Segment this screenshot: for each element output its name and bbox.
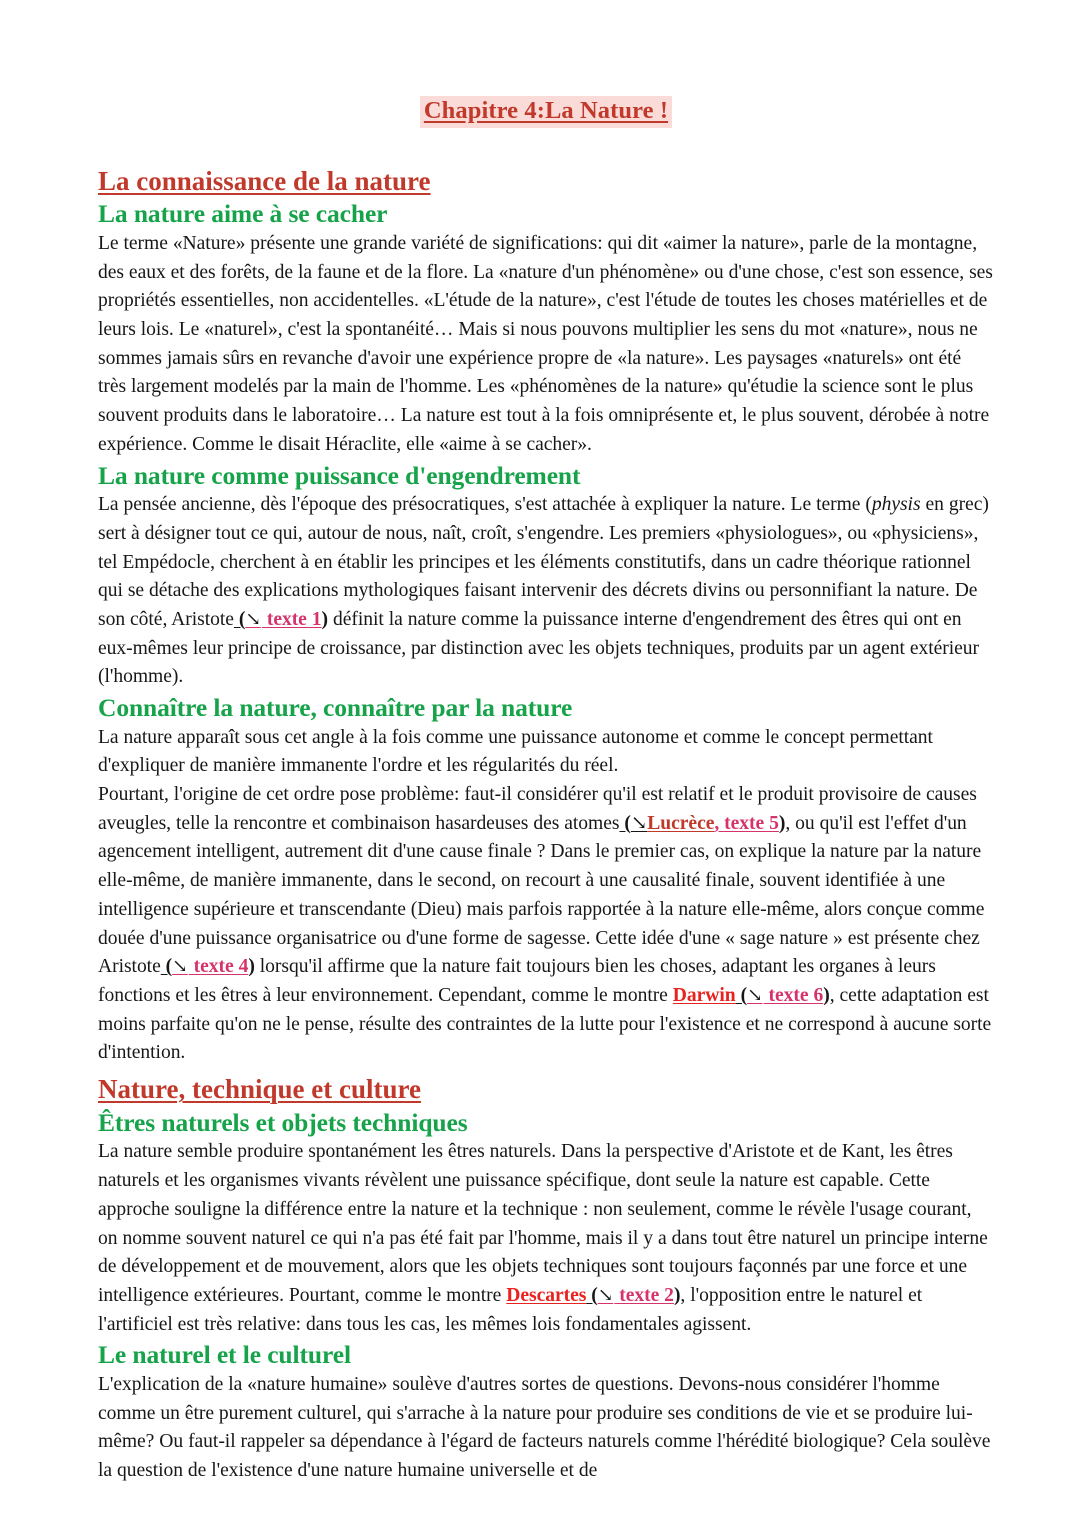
body-paragraph: La nature semble produire spontanément les êtres naturels. Dans la perspective d'Aristote et de Kant, les êtres naturels et les organismes vivants révèlent une puissance spécifique, dont seule la nature est capable. Cette approche souligne la différence entre la nature et la technique : non seulement, comme le révèle l'usage courant, on nomme souvent naturel ce qui n'a pas été fait par l'homme, mais il y a dans tout être naturel un principe interne de développement et de mouvement, alors que les objets techniques sont toujours façonnés par une force et une intelligence extérieures. Pourtant, comme le montre Descartes (↘ texte 2), l'opposition entre le naturel et l'artificiel est très relative: dans tous les cas, les mêmes lois fondamentales agissent. <box>98 1141 988 1335</box>
text-reference-link[interactable]: ↘ texte 4 <box>172 956 249 978</box>
text-reference-link[interactable]: ↘ texte 2 <box>597 1284 674 1306</box>
section-heading: Nature, technique et culture <box>98 1074 421 1105</box>
body-paragraph: L'explication de la «nature humaine» soulève d'autres sortes de questions. Devons-nous considérer l'homme comme un être purement culturel, qui s'arrache à la nature pour produire ses conditions de vie et se produire lui-même? Ou faut-il rappeler sa dépendance à l'égard de facteurs naturels comme l'hérédité biologique? Cela soulève la question de l'existence d'une nature humaine universelle et de <box>98 1373 991 1482</box>
reference-open-paren: ( <box>619 812 631 834</box>
body-paragraph: La nature apparaît sous cet angle à la fois comme une puissance autonome et comme le concept permettant d'expliquer de manière immanente l'ordre et les régularités du réel. <box>98 726 933 777</box>
reference-close-paren: ) <box>778 812 786 834</box>
section-heading: La connaissance de la nature <box>98 165 431 196</box>
subsection-heading: Le naturel et le culturel <box>98 1340 351 1370</box>
reference-open-paren: ( <box>735 985 748 1006</box>
reference-close-paren: ) <box>823 985 830 1006</box>
body-paragraph: Pourtant, l'origine de cet ordre pose problème: faut-il considérer qu'il est relatif et le produit provisoire de causes aveugles, telle la rencontre et combinaison hasardeuses des atomes (↘Lucrèce, texte 5), ou qu'il est l'effet d'un agencement intelligent, autrement dit d'une cause finale ? Dans le premier cas, on explique la nature par la nature elle-même, de manière immanente, dans le second, on recourt à une causalité finale, souvent identifiée à une intelligence supérieure et transcendante (Dieu) mais parfois rapportée à la nature elle-même, alors conçue comme douée d'une puissance organisatrice ou d'une forme de sagesse. Cette idée d'une « sage nature » est présente chez Aristote (↘ texte 4) lorsqu'il affirme que la nature fait toujours bien les choses, adaptant les organes à leurs fonctions et les êtres à leur environnement. Cependant, comme le montre Darwin (↘ texte 6), cette adaptation est moins parfaite qu'on ne le pense, résulte des contraintes de la lutte pour l'existence et ne correspond à aucune sorte d'intention. <box>98 784 992 1064</box>
body-paragraph: La pensée ancienne, dès l'époque des présocratiques, s'est attachée à expliquer la nature. Le terme (physis en grec) sert à désigner tout ce qui, autour de nous, naît, croît, s'engendre. Les premiers «physiologues», ou «physiciens», tel Empédocle, cherchent à en établir les principes et les éléments constitutifs, dans un cadre théorique rationnel qui se détache des explications mythologiques faisant intervenir des décrets divins ou personnifiant la nature. De son côté, Aristote (↘ texte 1) définit la nature comme la puissance interne d'engendrement des êtres qui ont en eux-mêmes leur principe de croissance, par distinction avec les objets techniques, produits par un agent extérieur (l'homme). <box>98 494 989 688</box>
document-title-container <box>98 96 994 128</box>
text-reference-link[interactable]: ↘ texte 6 <box>747 985 824 1006</box>
subsection-heading: Connaître la nature, connaître par la nature <box>98 693 573 723</box>
subsection-heading: La nature aime à se cacher <box>98 199 388 229</box>
author-reference-link[interactable]: Lucrèce <box>647 812 715 834</box>
arrow-down-right-icon: ↘ <box>597 1284 614 1306</box>
author-reference-link[interactable]: Darwin <box>672 985 736 1006</box>
page-title: Chapitre 4:La Nature ! <box>420 96 672 128</box>
text-reference-link[interactable]: ↘ texte 1 <box>245 608 322 630</box>
arrow-down-right-icon: ↘ <box>172 956 188 978</box>
document-body <box>98 166 994 1486</box>
arrow-down-right-icon: ↘ <box>747 985 763 1006</box>
reference-open-paren: ( <box>160 956 173 978</box>
section-heading-row <box>98 1074 994 1107</box>
subsection-heading: La nature comme puissance d'engendrement <box>98 460 581 490</box>
reference-close-paren: ) <box>321 608 329 630</box>
text-reference-link[interactable]: , texte 5 <box>714 812 779 834</box>
reference-open-paren: ( <box>233 608 246 630</box>
arrow-down-right-icon: ↘ <box>630 812 648 834</box>
subsection-heading: Êtres naturels et objets techniques <box>98 1107 468 1137</box>
reference-close-paren: ) <box>673 1284 681 1306</box>
author-reference-link[interactable]: Descartes <box>506 1284 587 1306</box>
body-paragraph: Le terme «Nature» présente une grande variété de significations: qui dit «aimer la nature», parle de la montagne, des eaux et des forêts, de la faune et de la flore. La «nature d'un phénomène» ou d'une chose, c'est son essence, ses propriétés essentielles, non accidentelles. «L'étude de la nature», c'est l'étude de toutes les choses matérielles et de leurs lois. Le «naturel», c'est la spontanéité… Mais si nous pouvons multiplier les sens du mot «nature», nous ne sommes jamais sûrs en revanche d'avoir une expérience propre de «la nature». Les paysages «naturels» ont été très largement modelés par la main de l'homme. Les «phénomènes de la nature» qu'étudie la science sont le plus souvent produits dans le laboratoire… La nature est tout à la fois omniprésente et, le plus souvent, dérobée à notre expérience. Comme le disait Héraclite, elle «aime à se cacher». <box>98 232 993 455</box>
reference-open-paren: ( <box>586 1284 598 1306</box>
italic-term: physis <box>871 494 921 516</box>
reference-close-paren: ) <box>248 956 255 978</box>
section-heading-row <box>98 166 994 199</box>
arrow-down-right-icon: ↘ <box>245 608 261 630</box>
